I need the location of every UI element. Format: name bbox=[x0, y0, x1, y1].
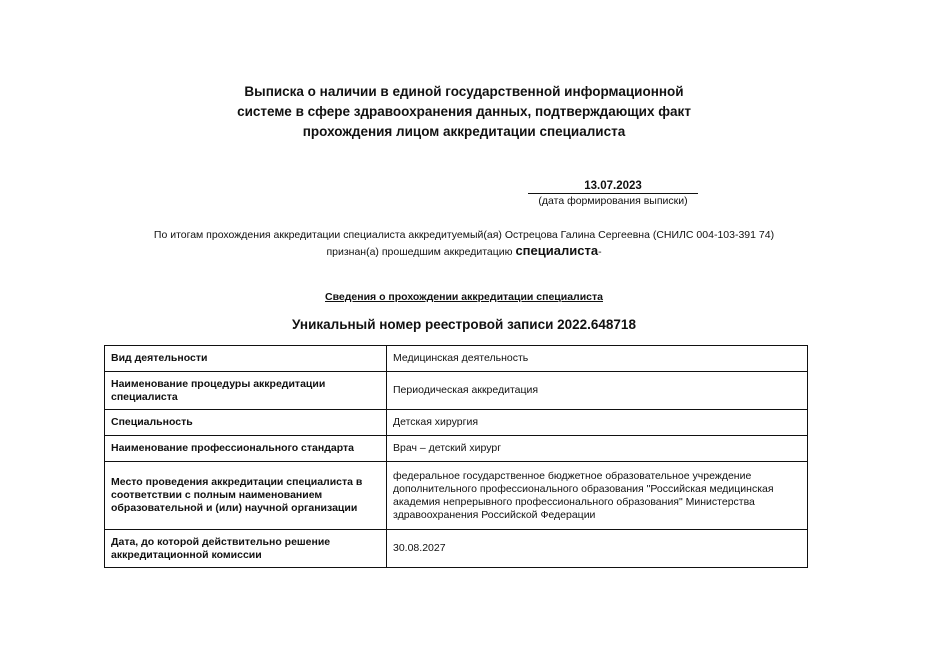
title-line-1: Выписка о наличии в единой государственной информационной bbox=[244, 84, 684, 99]
accreditation-statement bbox=[0, 228, 928, 260]
row-value: федеральное государственное бюджетное образовательное учреждение дополнительного профессионального образования "Российская медицинская академия непрерывного профессионального образования" Министерства здравоохранения Российской Федерации bbox=[387, 462, 808, 530]
issue-date-caption: (дата формирования выписки) bbox=[538, 195, 688, 207]
date-block bbox=[528, 176, 698, 208]
row-key: Наименование процедуры аккредитации специалиста bbox=[105, 372, 387, 410]
section-heading: Сведения о прохождении аккредитации специалиста bbox=[325, 291, 603, 303]
document-title bbox=[0, 82, 928, 142]
accreditation-table bbox=[104, 345, 808, 568]
registry-number: Уникальный номер реестровой записи 2022.648718 bbox=[292, 317, 636, 332]
title-line-2: системе в сфере здравоохранения данных, подтверждающих факт bbox=[237, 104, 691, 119]
table-row bbox=[105, 372, 808, 410]
row-key: Вид деятельности bbox=[105, 346, 387, 372]
row-key: Специальность bbox=[105, 410, 387, 436]
table-row bbox=[105, 462, 808, 530]
statement-line-2 bbox=[0, 243, 928, 260]
row-key: Дата, до которой действительно решение аккредитационной комиссии bbox=[105, 530, 387, 568]
table-row bbox=[105, 436, 808, 462]
row-value: Периодическая аккредитация bbox=[387, 372, 808, 410]
row-key: Место проведения аккредитации специалиста в соответствии с полным наименованием образовательной и (или) научной организации bbox=[105, 462, 387, 530]
row-value: Детская хирургия bbox=[387, 410, 808, 436]
statement-prefix: признан(а) прошедшим аккредитацию bbox=[326, 246, 516, 258]
statement-strong: специалиста bbox=[515, 243, 599, 258]
table-row bbox=[105, 530, 808, 568]
statement-suffix: - bbox=[598, 246, 602, 258]
issue-date: 13.07.2023 bbox=[528, 179, 698, 194]
row-value: Врач – детский хирург bbox=[387, 436, 808, 462]
row-key: Наименование профессионального стандарта bbox=[105, 436, 387, 462]
table-row bbox=[105, 410, 808, 436]
table-row bbox=[105, 346, 808, 372]
row-value: Медицинская деятельность bbox=[387, 346, 808, 372]
row-value: 30.08.2027 bbox=[387, 530, 808, 568]
title-line-3: прохождения лицом аккредитации специалиста bbox=[302, 124, 626, 139]
statement-line-1: По итогам прохождения аккредитации специалиста аккредитуемый(ая) Острецова Галина Сергеевна (СНИЛС 004-103-391 74) bbox=[153, 229, 775, 241]
